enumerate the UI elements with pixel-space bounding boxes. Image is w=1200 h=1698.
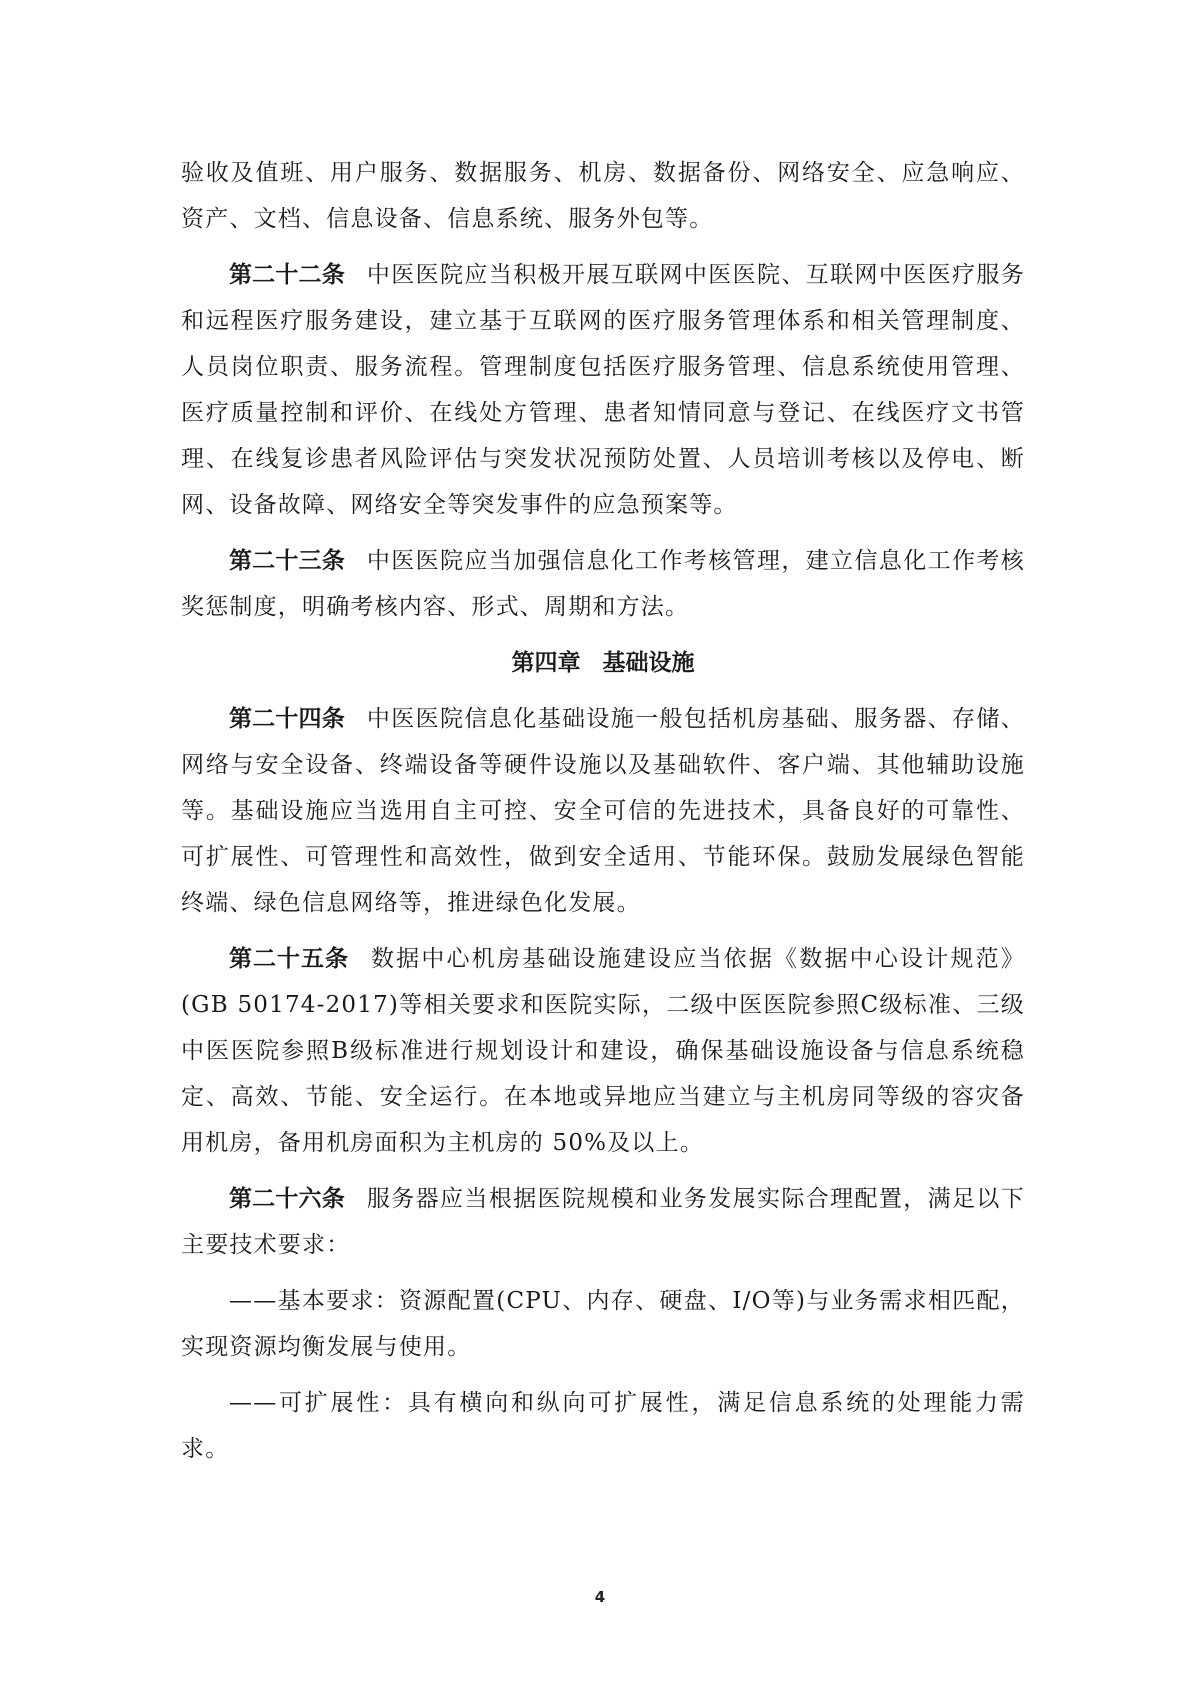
document-page [181,150,1025,1482]
paragraph-text: 验收及值班、用户服务、数据服务、机房、数据备份、网络安全、应急响应、资产、文档、信息设备、信息系统、服务外包等。 [181,160,1025,232]
article-number: 第二十五条 [229,946,349,972]
chapter-heading [181,640,1025,686]
article-text: 服务器应当根据医院规模和业务发展实际合理配置，满足以下主要技术要求： [181,1186,1025,1258]
article-23 [181,538,1025,630]
article-text: 中医医院应当加强信息化工作考核管理，建立信息化工作考核奖惩制度，明确考核内容、形式、周期和方法。 [181,548,1025,620]
requirement-text: ——基本要求：资源配置(CPU、内存、硬盘、I/O等)与业务需求相匹配，实现资源均衡发展与使用。 [181,1288,1025,1360]
chapter-title: 基础设施 [602,650,695,676]
paragraph-continuation [181,150,1025,242]
article-number: 第二十二条 [229,262,345,288]
article-24 [181,696,1025,926]
article-number: 第二十六条 [229,1186,345,1212]
page-number: 4 [594,1588,606,1606]
article-25 [181,936,1025,1166]
requirement-basic [181,1278,1025,1370]
requirement-text: ——可扩展性：具有横向和纵向可扩展性，满足信息系统的处理能力需求。 [181,1390,1025,1462]
article-number: 第二十四条 [229,706,345,732]
article-number: 第二十三条 [229,548,345,574]
article-26 [181,1176,1025,1268]
article-22 [181,252,1025,528]
chapter-number: 第四章 [511,650,581,676]
article-text: 数据中心机房基础设施建设应当依据《数据中心设计规范》(GB 50174-2017)等相关要求和医院实际，二级中医医院参照C级标准、三级中医医院参照B级标准进行规划设计和建设，确保基础设施设备与信息系统稳定、高效、节能、安全运行。在本地或异地应当建立与主机房同等级的容灾备用机房，备用机房面积为主机房的 50%及以上。 [181,946,1025,1156]
article-text: 中医医院应当积极开展互联网中医医院、互联网中医医疗服务和远程医疗服务建设，建立基于互联网的医疗服务管理体系和相关管理制度、人员岗位职责、服务流程。管理制度包括医疗服务管理、信息系统使用管理、医疗质量控制和评价、在线处方管理、患者知情同意与登记、在线医疗文书管理、在线复诊患者风险评估与突发状况预防处置、人员培训考核以及停电、断网、设备故障、网络安全等突发事件的应急预案等。 [181,262,1025,518]
article-text: 中医医院信息化基础设施一般包括机房基础、服务器、存储、网络与安全设备、终端设备等硬件设施以及基础软件、客户端、其他辅助设施等。基础设施应当选用自主可控、安全可信的先进技术，具备良好的可靠性、可扩展性、可管理性和高效性，做到安全适用、节能环保。鼓励发展绿色智能终端、绿色信息网络等，推进绿色化发展。 [181,706,1025,916]
requirement-scalability [181,1380,1025,1472]
